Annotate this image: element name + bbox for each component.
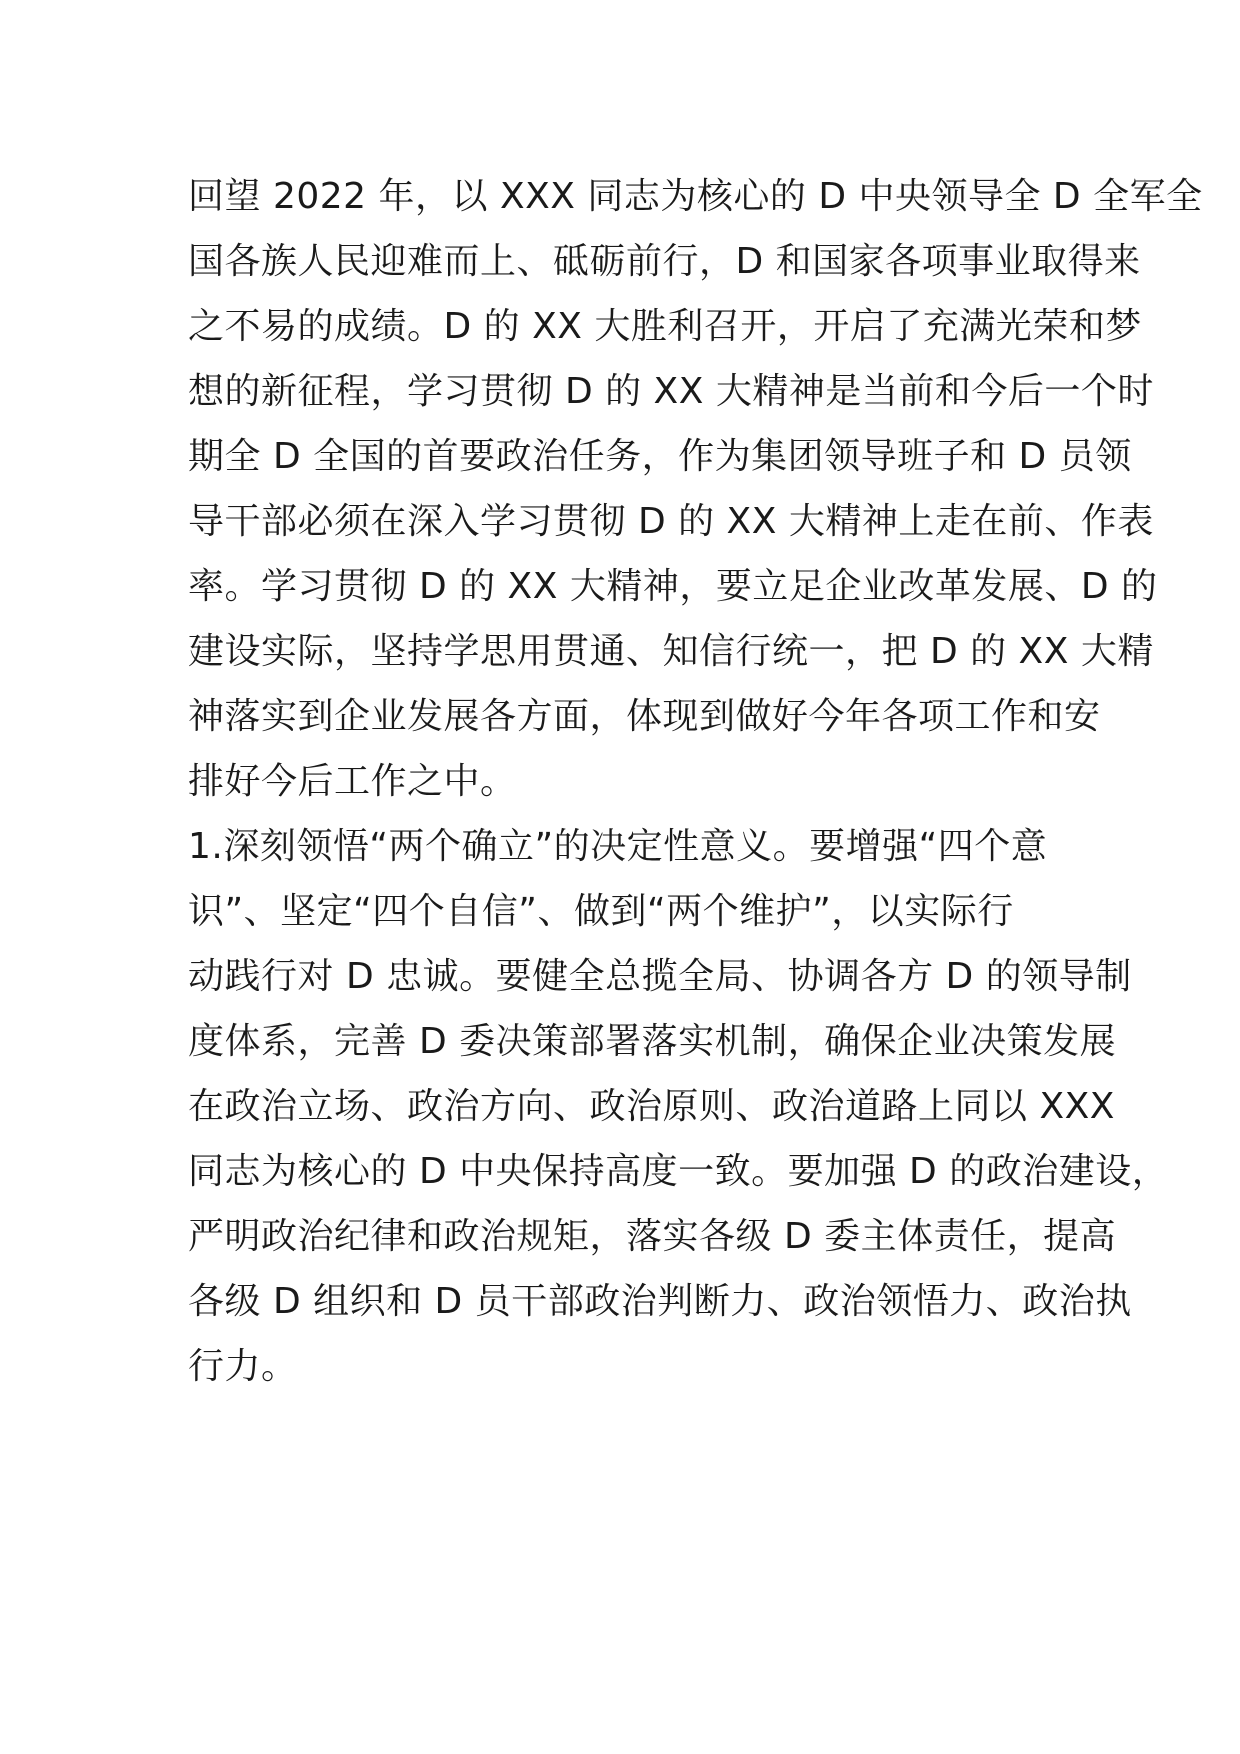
text-line: 导干部必须在深入学习贯彻 D 的 XX 大精神上走在前、作表: [188, 501, 1154, 542]
text-line: 严明政治纪律和政治规矩，落实各级 D 委主体责任，提高: [188, 1216, 1117, 1257]
text-line: 各级 D 组织和 D 员干部政治判断力、政治领悟力、政治执: [188, 1281, 1132, 1322]
text-line: 之不易的成绩。D 的 XX 大胜利召开，开启了充满光荣和梦: [188, 306, 1142, 347]
text-line: 识”、坚定“四个自信”、做到“两个维护”，以实际行: [188, 891, 1014, 932]
text-line: 国各族人民迎难而上、砥砺前行，D 和国家各项事业取得来: [188, 241, 1141, 282]
text-line: 想的新征程，学习贯彻 D 的 XX 大精神是当前和今后一个时: [188, 371, 1154, 412]
text-line: 同志为核心的 D 中央保持高度一致。要加强 D 的政治建设，: [188, 1151, 1169, 1192]
paragraph-section-1: [188, 814, 1169, 1399]
text-line: 期全 D 全国的首要政治任务，作为集团领导班子和 D 员领: [188, 436, 1132, 477]
text-line: 神落实到企业发展各方面，体现到做好今年各项工作和安: [188, 696, 1101, 737]
document-body: [188, 164, 1203, 1399]
text-line: 建设实际，坚持学思用贯通、知信行统一，把 D 的 XX 大精: [188, 631, 1154, 672]
paragraph-intro: [188, 164, 1203, 814]
text-line: 1.深刻领悟“两个确立”的决定性意义。要增强“四个意: [188, 826, 1048, 867]
text-line: 在政治立场、政治方向、政治原则、政治道路上同以 XXX: [188, 1086, 1115, 1127]
text-line: 回望 2022 年，以 XXX 同志为核心的 D 中央领导全 D 全军全: [188, 176, 1203, 217]
text-line: 动践行对 D 忠诚。要健全总揽全局、协调各方 D 的领导制: [188, 956, 1132, 997]
text-line: 行力。: [188, 1346, 298, 1387]
text-line: 率。学习贯彻 D 的 XX 大精神，要立足企业改革发展、D 的: [188, 566, 1158, 607]
text-line: 排好今后工作之中。: [188, 761, 517, 802]
text-line: 度体系，完善 D 委决策部署落实机制，确保企业决策发展: [188, 1021, 1117, 1062]
